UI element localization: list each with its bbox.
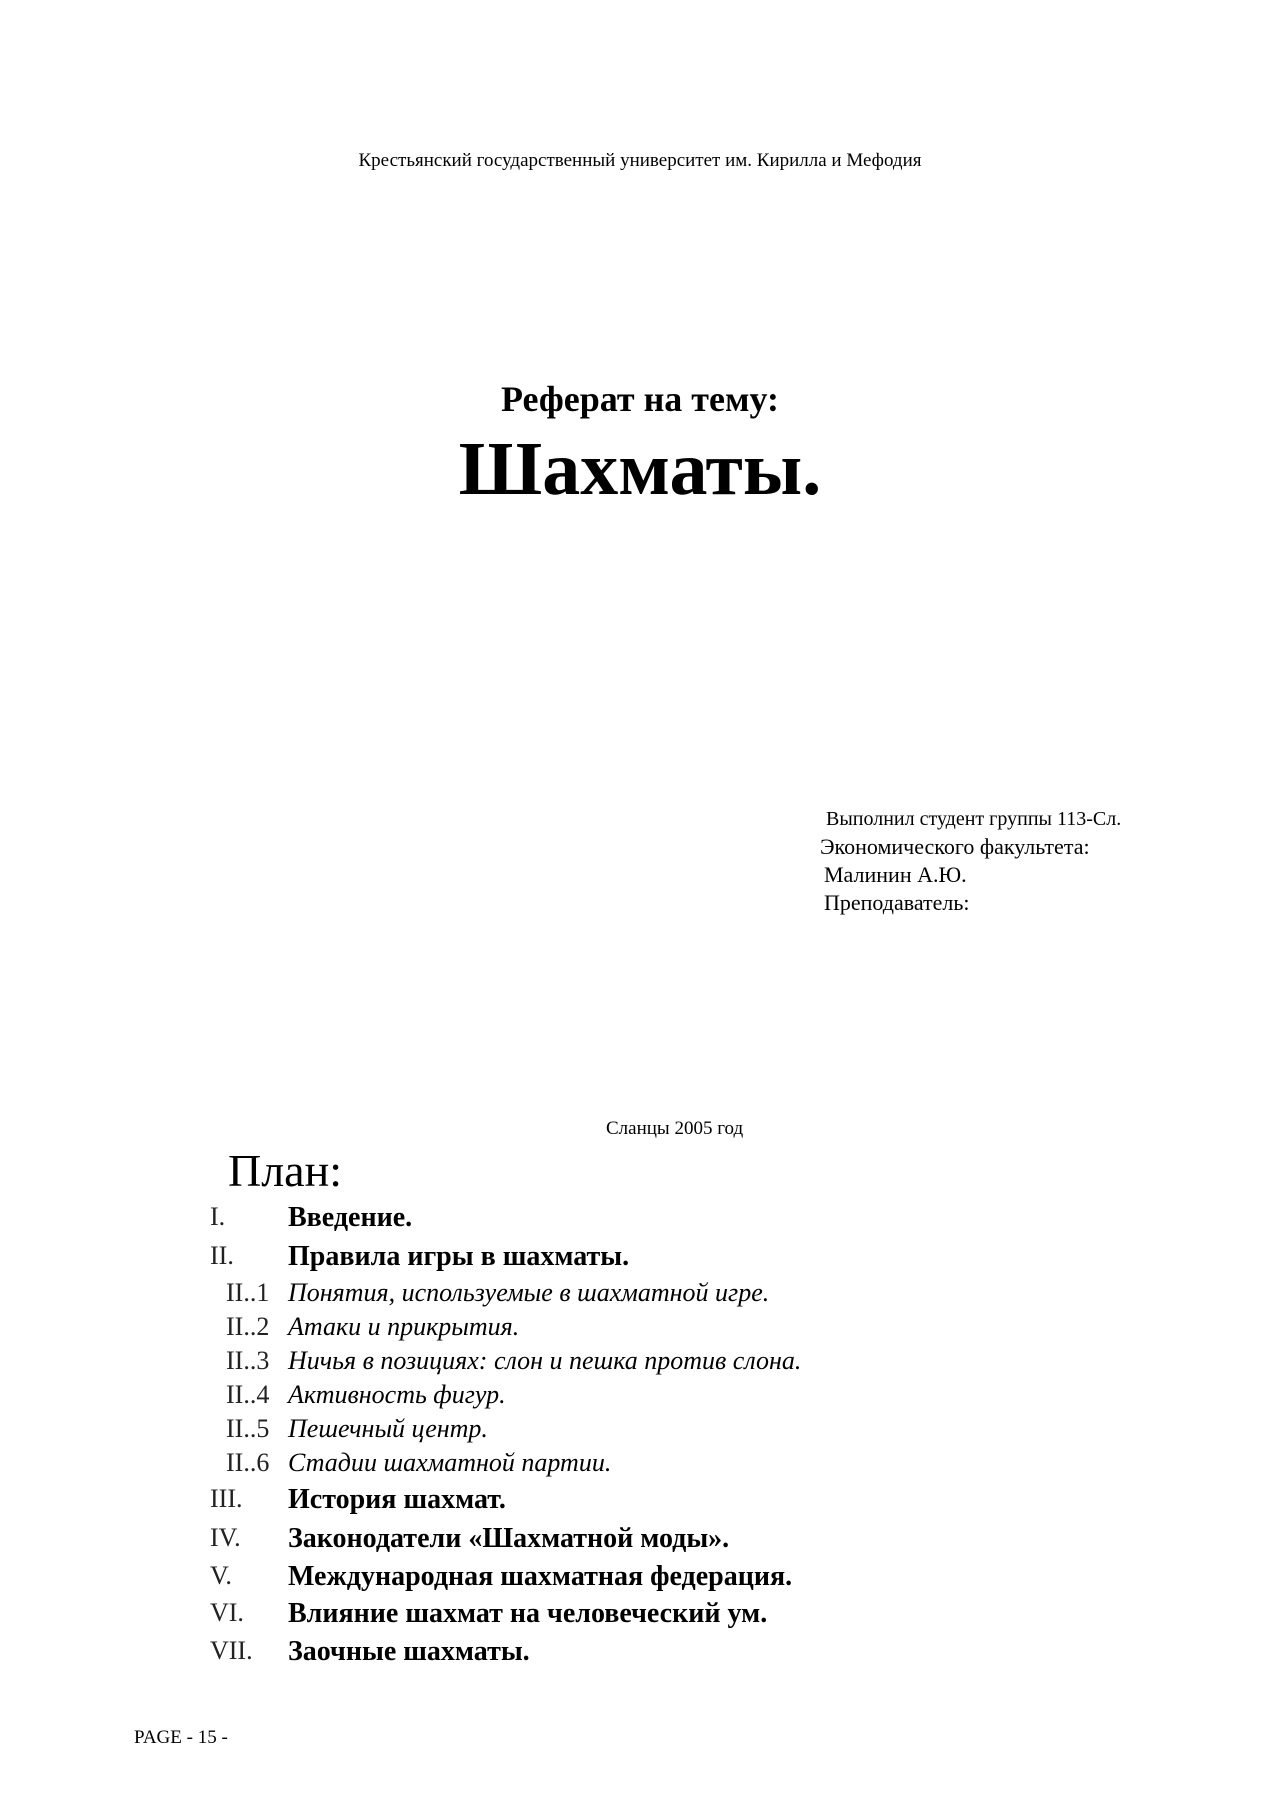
toc-item-number: VII.	[210, 1636, 253, 1665]
toc-subitem	[0, 1312, 1280, 1348]
toc-item-label: Влияние шахмат на человеческий ум.	[288, 1598, 768, 1629]
toc-item	[0, 1561, 1280, 1597]
toc-subitem-label: Пешечный центр.	[288, 1414, 488, 1443]
author-line-faculty: Экономического факультета:	[820, 834, 1090, 859]
author-line-name: Малинин А.Ю.	[824, 862, 967, 887]
toc-item-number: IV.	[210, 1523, 241, 1552]
toc-item-label: Законодатели «Шахматной моды».	[288, 1523, 730, 1554]
toc-item-label: Международная шахматная федерация.	[288, 1561, 793, 1592]
toc-item-number: VI.	[210, 1598, 244, 1627]
toc-subitem-label: Активность фигур.	[288, 1380, 506, 1409]
toc-subitem-number: II..3	[226, 1346, 270, 1375]
toc-item	[0, 1202, 1280, 1238]
toc-item	[0, 1598, 1280, 1634]
toc-subitem-number: II..2	[226, 1312, 270, 1341]
toc-subitem-number: II..1	[226, 1278, 270, 1307]
toc-item	[0, 1484, 1280, 1520]
toc-subitem	[0, 1380, 1280, 1416]
toc-subitem-label: Понятия, используемые в шахматной игре.	[288, 1278, 770, 1307]
toc-item-label: История шахмат.	[288, 1484, 506, 1515]
author-line-teacher: Преподаватель:	[824, 890, 970, 915]
toc-item-number: III.	[210, 1484, 243, 1513]
essay-subtitle: Реферат на тему:	[500, 379, 780, 419]
toc-item-number: II.	[210, 1241, 234, 1270]
toc-item	[0, 1523, 1280, 1559]
essay-title: Шахматы.	[458, 427, 822, 511]
toc-subitem-label: Стадии шахматной партии.	[288, 1448, 612, 1477]
toc-item-label: Введение.	[288, 1202, 413, 1233]
toc-subitem	[0, 1448, 1280, 1484]
plan-heading: План:	[228, 1145, 342, 1196]
toc-item	[0, 1636, 1280, 1672]
university-name: Крестьянский государственный университет им. Кирилла и Мефодия	[358, 150, 922, 171]
author-line-student: Выполнил студент группы 113-Сл.	[826, 808, 1122, 830]
toc-subitem	[0, 1278, 1280, 1314]
toc-subitem-number: II..5	[226, 1414, 270, 1443]
toc-subitem	[0, 1414, 1280, 1450]
toc-item-label: Правила игры в шахматы.	[288, 1241, 630, 1272]
toc-subitem-number: II..6	[226, 1448, 270, 1477]
toc-subitem-label: Атаки и прикрытия.	[288, 1312, 520, 1341]
toc-item-number: I.	[210, 1202, 226, 1231]
toc-item-number: V.	[210, 1561, 232, 1590]
toc-subitem-number: II..4	[226, 1380, 270, 1409]
page-footer: PAGE - 15 -	[134, 1727, 228, 1748]
toc-item	[0, 1241, 1280, 1277]
city-year: Сланцы 2005 год	[606, 1118, 744, 1139]
toc-item-label: Заочные шахматы.	[288, 1636, 530, 1667]
toc-subitem-label: Ничья в позициях: слон и пешка против слона.	[288, 1346, 802, 1375]
toc-subitem	[0, 1346, 1280, 1382]
